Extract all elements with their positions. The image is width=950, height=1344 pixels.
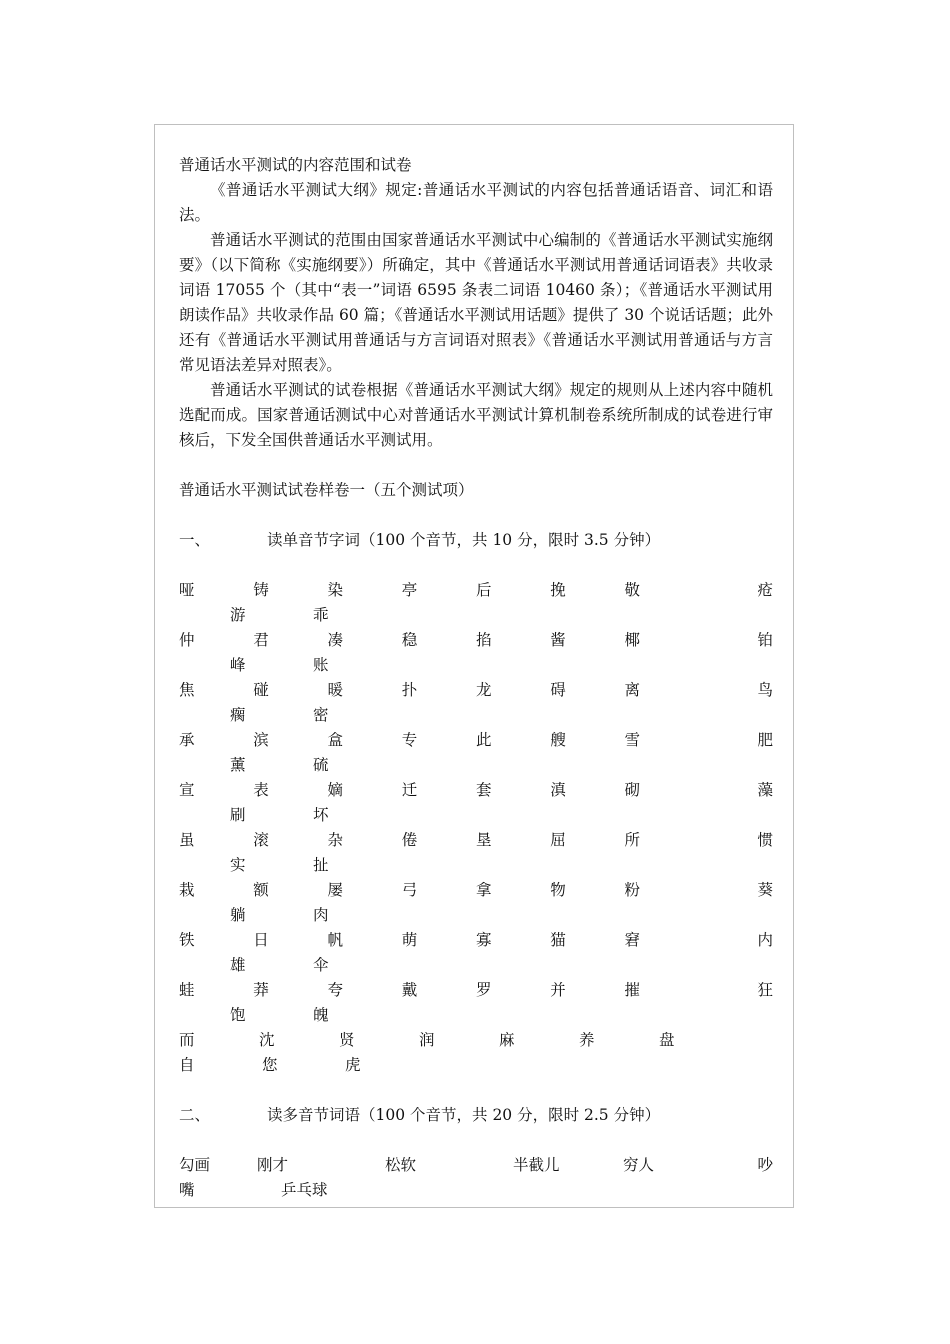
word-cell: 刚才 [257, 1156, 289, 1174]
char-cell: 栽 [179, 881, 195, 899]
char-cell: 密 [313, 706, 329, 724]
char-row-1 [179, 578, 773, 603]
char-cell: 滨 [253, 731, 269, 749]
char-cell: 所 [624, 831, 641, 849]
char-cell: 藻 [757, 781, 773, 799]
char-cell: 硫 [313, 756, 329, 774]
char-cell: 而 [179, 1031, 195, 1049]
section-1-label: 读单音节字词（100 个音节，共 10 分，限时 3.5 分钟） [267, 531, 661, 549]
char-cell: 薰 [230, 756, 246, 774]
char-cell: 日 [253, 931, 269, 949]
char-cell: 艘 [550, 731, 566, 749]
char-row-11 [179, 1053, 773, 1078]
char-cell: 龙 [476, 681, 492, 699]
char-cell: 惯 [757, 831, 773, 849]
char-row-3-wrap [179, 703, 773, 728]
char-row-1-wrap [179, 603, 773, 628]
char-cell: 饱 [230, 1006, 246, 1024]
char-cell: 夸 [327, 981, 344, 999]
section-1-number: 一、 [179, 531, 211, 549]
char-cell: 物 [550, 881, 566, 899]
char-cell: 虽 [179, 831, 195, 849]
char-cell: 账 [313, 656, 329, 674]
char-cell: 粉 [624, 881, 641, 899]
char-cell: 铁 [179, 931, 195, 949]
char-cell: 摧 [624, 981, 641, 999]
doc-title: 普通话水平测试的内容范围和试卷 [179, 156, 412, 174]
char-row-6-wrap [179, 853, 773, 878]
document-page [154, 124, 794, 1208]
char-cell: 蛙 [179, 981, 195, 999]
char-cell: 宣 [179, 781, 195, 799]
char-cell: 寡 [476, 931, 492, 949]
char-cell: 滇 [550, 781, 566, 799]
word-cell: 勾画 [179, 1156, 211, 1174]
char-cell: 焦 [179, 681, 195, 699]
section-2-number: 二、 [179, 1106, 211, 1124]
word-row-1 [179, 1153, 773, 1178]
char-cell: 疮 [757, 581, 773, 599]
char-cell: 离 [624, 681, 641, 699]
char-row-5-wrap [179, 803, 773, 828]
char-cell: 虎 [345, 1056, 361, 1074]
char-cell: 游 [230, 606, 246, 624]
char-cell: 扑 [401, 681, 418, 699]
char-cell: 贤 [339, 1031, 355, 1049]
char-cell: 并 [550, 981, 566, 999]
char-cell: 染 [327, 581, 344, 599]
paragraph-2: 普通话水平测试的范围由国家普通话水平测试中心编制的《普通话水平测试实施纲要》（以下简称《实施纲要》）所确定，其中《普通话水平测试用普通话词语表》共收录词语 17055 个（其中“表一”词语 6595 条表二词语 10460 条）；《普通话水平测试用朗读作品》共收录作品 60 篇；《普通话水平测试用话题》提供了 30 个说话话题；此外还有《普通话水平测试用普通话与方言词语对照表》《普通话水平测试用普通话与方言常见语法差异对照表》。 [179, 231, 773, 374]
char-cell: 弓 [401, 881, 418, 899]
char-row-2-wrap [179, 653, 773, 678]
char-row-9-wrap [179, 1003, 773, 1028]
char-cell: 戴 [401, 981, 418, 999]
char-cell: 专 [401, 731, 418, 749]
char-cell: 后 [476, 581, 492, 599]
char-row-9 [179, 978, 773, 1003]
char-cell: 实 [230, 856, 246, 874]
char-cell: 碰 [253, 681, 269, 699]
char-cell: 盒 [327, 731, 344, 749]
word-cell: 嘴 [179, 1181, 195, 1199]
char-cell: 雪 [624, 731, 641, 749]
word-row-2 [179, 1178, 773, 1203]
char-row-10 [179, 1028, 739, 1053]
char-cell: 沈 [259, 1031, 275, 1049]
char-cell: 铸 [253, 581, 269, 599]
char-cell: 您 [262, 1056, 278, 1074]
char-cell: 砌 [624, 781, 641, 799]
char-cell: 养 [579, 1031, 595, 1049]
char-cell: 自 [179, 1056, 195, 1074]
paragraph-3: 普通话水平测试的试卷根据《普通话水平测试大纲》规定的规则从上述内容中随机选配而成。国家普通话测试中心对普通话水平测试计算机制卷系统所制成的试卷进行审核后，下发全国供普通话水平测试用。 [179, 381, 773, 449]
char-grid [179, 578, 773, 1028]
char-cell: 凑 [327, 631, 344, 649]
word-cell: 吵 [757, 1156, 773, 1174]
paragraph-1: 《普通话水平测试大纲》规定:普通话水平测试的内容包括普通话语音、词汇和语法。 [179, 181, 773, 224]
section-2-label: 读多音节词语（100 个音节，共 20 分，限时 2.5 分钟） [267, 1106, 661, 1124]
char-row-7 [179, 878, 773, 903]
char-row-4-wrap [179, 753, 773, 778]
char-cell: 杂 [327, 831, 344, 849]
char-cell: 哑 [179, 581, 195, 599]
char-cell: 君 [253, 631, 269, 649]
char-cell: 掐 [476, 631, 492, 649]
char-cell: 挽 [550, 581, 566, 599]
char-cell: 峰 [230, 656, 246, 674]
char-cell: 鸟 [757, 681, 773, 699]
section-2-heading [179, 1103, 773, 1128]
char-cell: 肥 [757, 731, 773, 749]
char-cell: 盘 [659, 1031, 675, 1049]
char-row-5 [179, 778, 773, 803]
char-cell: 迁 [401, 781, 418, 799]
char-cell: 乖 [313, 606, 329, 624]
char-cell: 萌 [401, 931, 418, 949]
char-cell: 铂 [757, 631, 773, 649]
char-cell: 表 [253, 781, 269, 799]
char-cell: 倦 [401, 831, 418, 849]
char-cell: 敬 [624, 581, 641, 599]
word-cell: 半截儿 [513, 1156, 560, 1174]
document-content [179, 153, 773, 1203]
word-cell: 穷人 [623, 1156, 655, 1174]
char-cell: 莽 [253, 981, 269, 999]
char-cell: 坏 [313, 806, 329, 824]
char-cell: 套 [476, 781, 492, 799]
char-cell: 此 [476, 731, 492, 749]
char-row-4 [179, 728, 773, 753]
char-cell: 暖 [327, 681, 344, 699]
char-cell: 亭 [401, 581, 418, 599]
word-cell: 松软 [385, 1156, 417, 1174]
char-cell: 内 [757, 931, 773, 949]
char-cell: 碍 [550, 681, 566, 699]
char-row-6 [179, 828, 773, 853]
char-cell: 麻 [499, 1031, 515, 1049]
char-cell: 滚 [253, 831, 269, 849]
char-cell: 葵 [757, 881, 773, 899]
char-cell: 雄 [230, 956, 246, 974]
char-row-8 [179, 928, 773, 953]
char-cell: 猫 [550, 931, 566, 949]
char-cell: 伞 [313, 956, 329, 974]
sample-title: 普通话水平测试试卷样卷一（五个测试项） [179, 481, 474, 499]
char-cell: 稳 [401, 631, 418, 649]
char-cell: 拿 [476, 881, 492, 899]
char-cell: 窘 [624, 931, 641, 949]
char-cell: 屈 [550, 831, 566, 849]
char-cell: 椰 [624, 631, 641, 649]
char-cell: 扯 [313, 856, 329, 874]
char-row-3 [179, 678, 773, 703]
char-row-7-wrap [179, 903, 773, 928]
char-cell: 嫡 [327, 781, 344, 799]
char-cell: 瘸 [230, 706, 246, 724]
char-cell: 额 [253, 881, 269, 899]
char-cell: 屡 [327, 881, 344, 899]
char-cell: 刷 [230, 806, 246, 824]
char-cell: 垦 [476, 831, 492, 849]
char-cell: 仲 [179, 631, 195, 649]
char-cell: 肉 [313, 906, 329, 924]
char-row-2 [179, 628, 773, 653]
char-cell: 躺 [230, 906, 246, 924]
char-cell: 润 [419, 1031, 435, 1049]
char-cell: 帆 [327, 931, 344, 949]
char-cell: 承 [179, 731, 195, 749]
char-cell: 狂 [757, 981, 773, 999]
char-cell: 酱 [550, 631, 566, 649]
word-cell: 乒乓球 [281, 1181, 328, 1199]
section-1-heading [179, 528, 773, 553]
char-cell: 魄 [313, 1006, 329, 1024]
char-cell: 罗 [476, 981, 492, 999]
char-row-8-wrap [179, 953, 773, 978]
